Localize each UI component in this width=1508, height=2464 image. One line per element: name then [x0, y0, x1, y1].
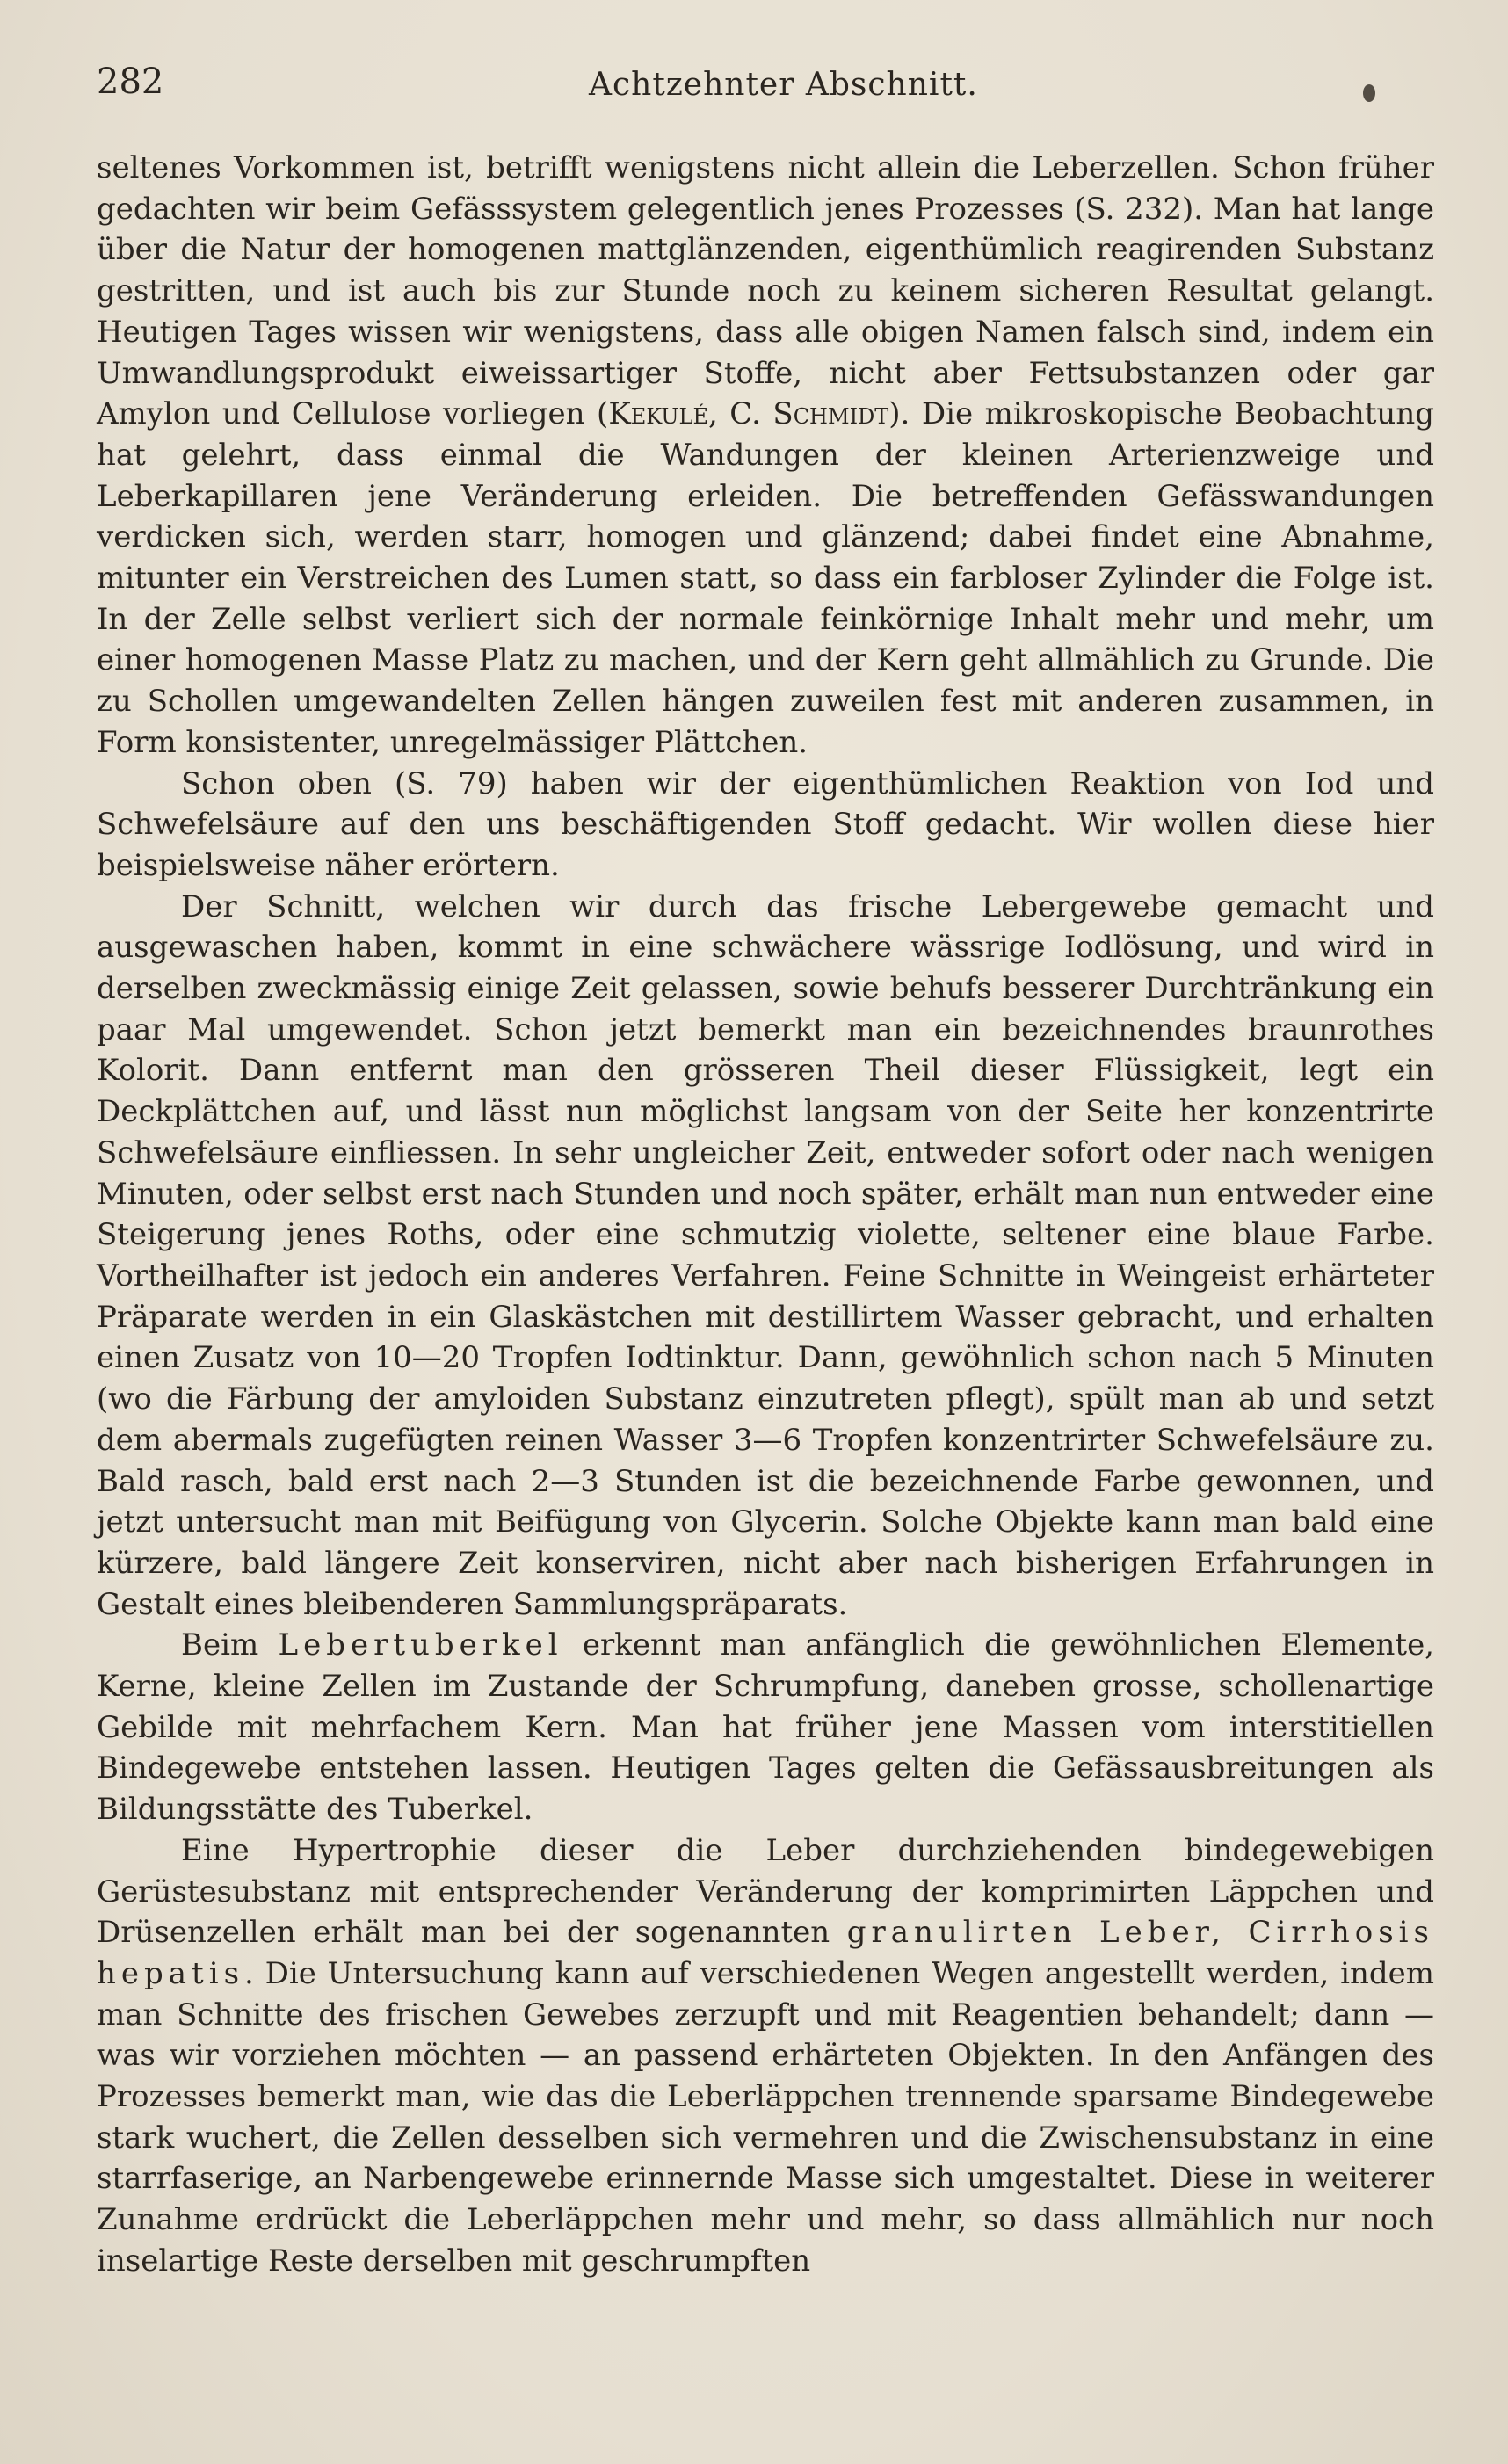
paragraph-text: ). Die mikroskopische Beobachtung hat gelehrt, dass einmal die Wandungen der kleinen Arterienzweige und Leberkapillaren jene Veränderung erleiden. Die betreffenden Gefässwandungen verdicken sich, werden starr, homogen und glänzend; dabei findet eine Abnahme, mitunter ein Verstreichen des Lumen statt, so dass ein farbloser Zylinder die Folge ist. In der Zelle selbst verliert sich der normale feinkörnige Inhalt mehr und mehr, um einer homogenen Masse Platz zu machen, und der Kern geht allmählich zu Grunde. Die zu Schollen umgewandelten Zellen hängen zuweilen fest mit anderen zusammen, in Form konsistenter, unregelmässiger Plättchen. — [97, 396, 1434, 760]
paragraph-text: Schon oben (S. 79) haben wir der eigenthümlichen Reaktion von Iod und Schwefelsäure auf den uns beschäftigenden Stoff gedacht. Wir wollen diese hier beispielsweise näher erörtern. — [97, 765, 1434, 883]
paragraph-text: Der Schnitt, welchen wir durch das frische Lebergewebe gemacht und ausgewaschen haben, kommt in eine schwächere wässrige Iodlösung, und wird in derselben zweckmässig einige Zeit gelassen, sowie behufs besserer Durchtränkung ein paar Mal umgewendet. Schon jetzt bemerkt man ein bezeichnendes braunrothes Kolorit. Dann entfernt man den grösseren Theil dieser Flüssigkeit, legt ein Deckplättchen auf, und lässt nun möglichst langsam von der Seite her konzentrirte Schwefelsäure einfliessen. In sehr ungleicher Zeit, entweder sofort oder nach wenigen Minuten, oder selbst erst nach Stunden und noch später, erhält man nun entweder eine Steigerung jenes Roths, oder eine schmutzig violette, seltener eine blaue Farbe. Vortheilhafter ist jedoch ein anderes Verfahren. Feine Schnitte in Weingeist erhärteter Präparate werden in ein Glaskästchen mit destillirtem Wasser gebracht, und erhalten einen Zusatz von 10—20 Tropfen Iodtinktur. Dann, gewöhnlich schon nach 5 Minuten (wo die Färbung der amyloiden Substanz einzutreten pflegt), spült man ab und setzt dem abermals zugefügten reinen Wasser 3—6 Tropfen konzentrirter Schwefelsäure zu. Bald rasch, bald erst nach 2—3 Stunden ist die bezeichnende Farbe gewonnen, und jetzt untersucht man mit Beifügung von Glycerin. Solche Objekte kann man bald eine kürzere, bald längere Zeit konserviren, nicht aber nach bisherigen Erfahrungen in Gestalt eines bleibenderen Sammlungspräparats. — [97, 888, 1434, 1622]
paragraph-1 — [97, 148, 1434, 764]
author-name-schmidt: Schmidt — [772, 396, 889, 432]
body-text — [97, 148, 1434, 2282]
paragraph-text: Eine Hypertrophie dieser die Leber durchziehenden bindegewebigen Gerüstesubstanz mit entsprechender Veränderung der komprimirten Läppchen und Drüsenzellen erhält man bei der sogenannten — [97, 1832, 1434, 1951]
running-head: Achtzehnter Abschnitt. — [589, 67, 978, 103]
paragraph-3 — [97, 887, 1434, 1626]
page-number: 282 — [97, 62, 164, 102]
paragraph-2 — [97, 764, 1434, 887]
spaced-term-cirrhosis: granulirten Leber, Cirrhosis hepatis — [97, 1915, 1434, 1991]
paragraph-text: Beim — [181, 1627, 279, 1663]
author-name-kekule: Kekulé — [608, 396, 708, 432]
ink-spot-icon — [1363, 84, 1375, 102]
page-header — [97, 62, 1441, 114]
paragraph-text: , C. — [708, 396, 773, 432]
paragraph-5 — [97, 1830, 1434, 2282]
paragraph-4 — [97, 1625, 1434, 1830]
paragraph-text: seltenes Vorkommen ist, betrifft wenigstens nicht allein die Leberzellen. Schon früher gedachten wir beim Gefässsystem gelegentlich jenes Prozesses (S. 232). Man hat lange über die Natur der homogenen mattglänzenden, eigenthümlich reagirenden Substanz gestritten, und ist auch bis zur Stunde noch zu keinem sicheren Resultat gelangt. Heutigen Tages wissen wir wenigstens, dass alle obigen Namen falsch sind, indem ein Umwandlungsprodukt eiweissartiger Stoffe, nicht aber Fettsubstanzen oder gar Amylon und Cellulose vorliegen ( — [97, 150, 1434, 432]
paragraph-text: erkennt man anfänglich die gewöhnlichen Elemente, Kerne, kleine Zellen im Zustande der Schrumpfung, daneben grosse, schollenartige Gebilde mit mehrfachem Kern. Man hat früher jene Massen vom interstitiellen Bindegewebe entstehen lassen. Heutigen Tages gelten die Gefässausbreitungen als Bildungsstätte des Tuberkel. — [97, 1627, 1434, 1828]
spaced-term-lebertuberkel: Lebertuberkel — [278, 1627, 563, 1663]
paragraph-text: . Die Untersuchung kann auf verschiedenen Wegen angestellt werden, indem man Schnitte des frischen Gewebes zerzupft und mit Reagentien behandelt; dann — was wir vorziehen möchten — an passend erhärteten Objekten. In den Anfängen des Prozesses bemerkt man, wie das die Leberläppchen trennende sparsame Bindegewebe stark wuchert, die Zellen desselben sich vermehren und die Zwischensubstanz in eine starrfaserige, an Narbengewebe erinnernde Masse sich umgestaltet. Diese in weiterer Zunahme erdrückt die Leberläppchen mehr und mehr, so dass allmählich nur noch inselartige Reste derselben mit geschrumpften — [97, 1955, 1434, 2279]
